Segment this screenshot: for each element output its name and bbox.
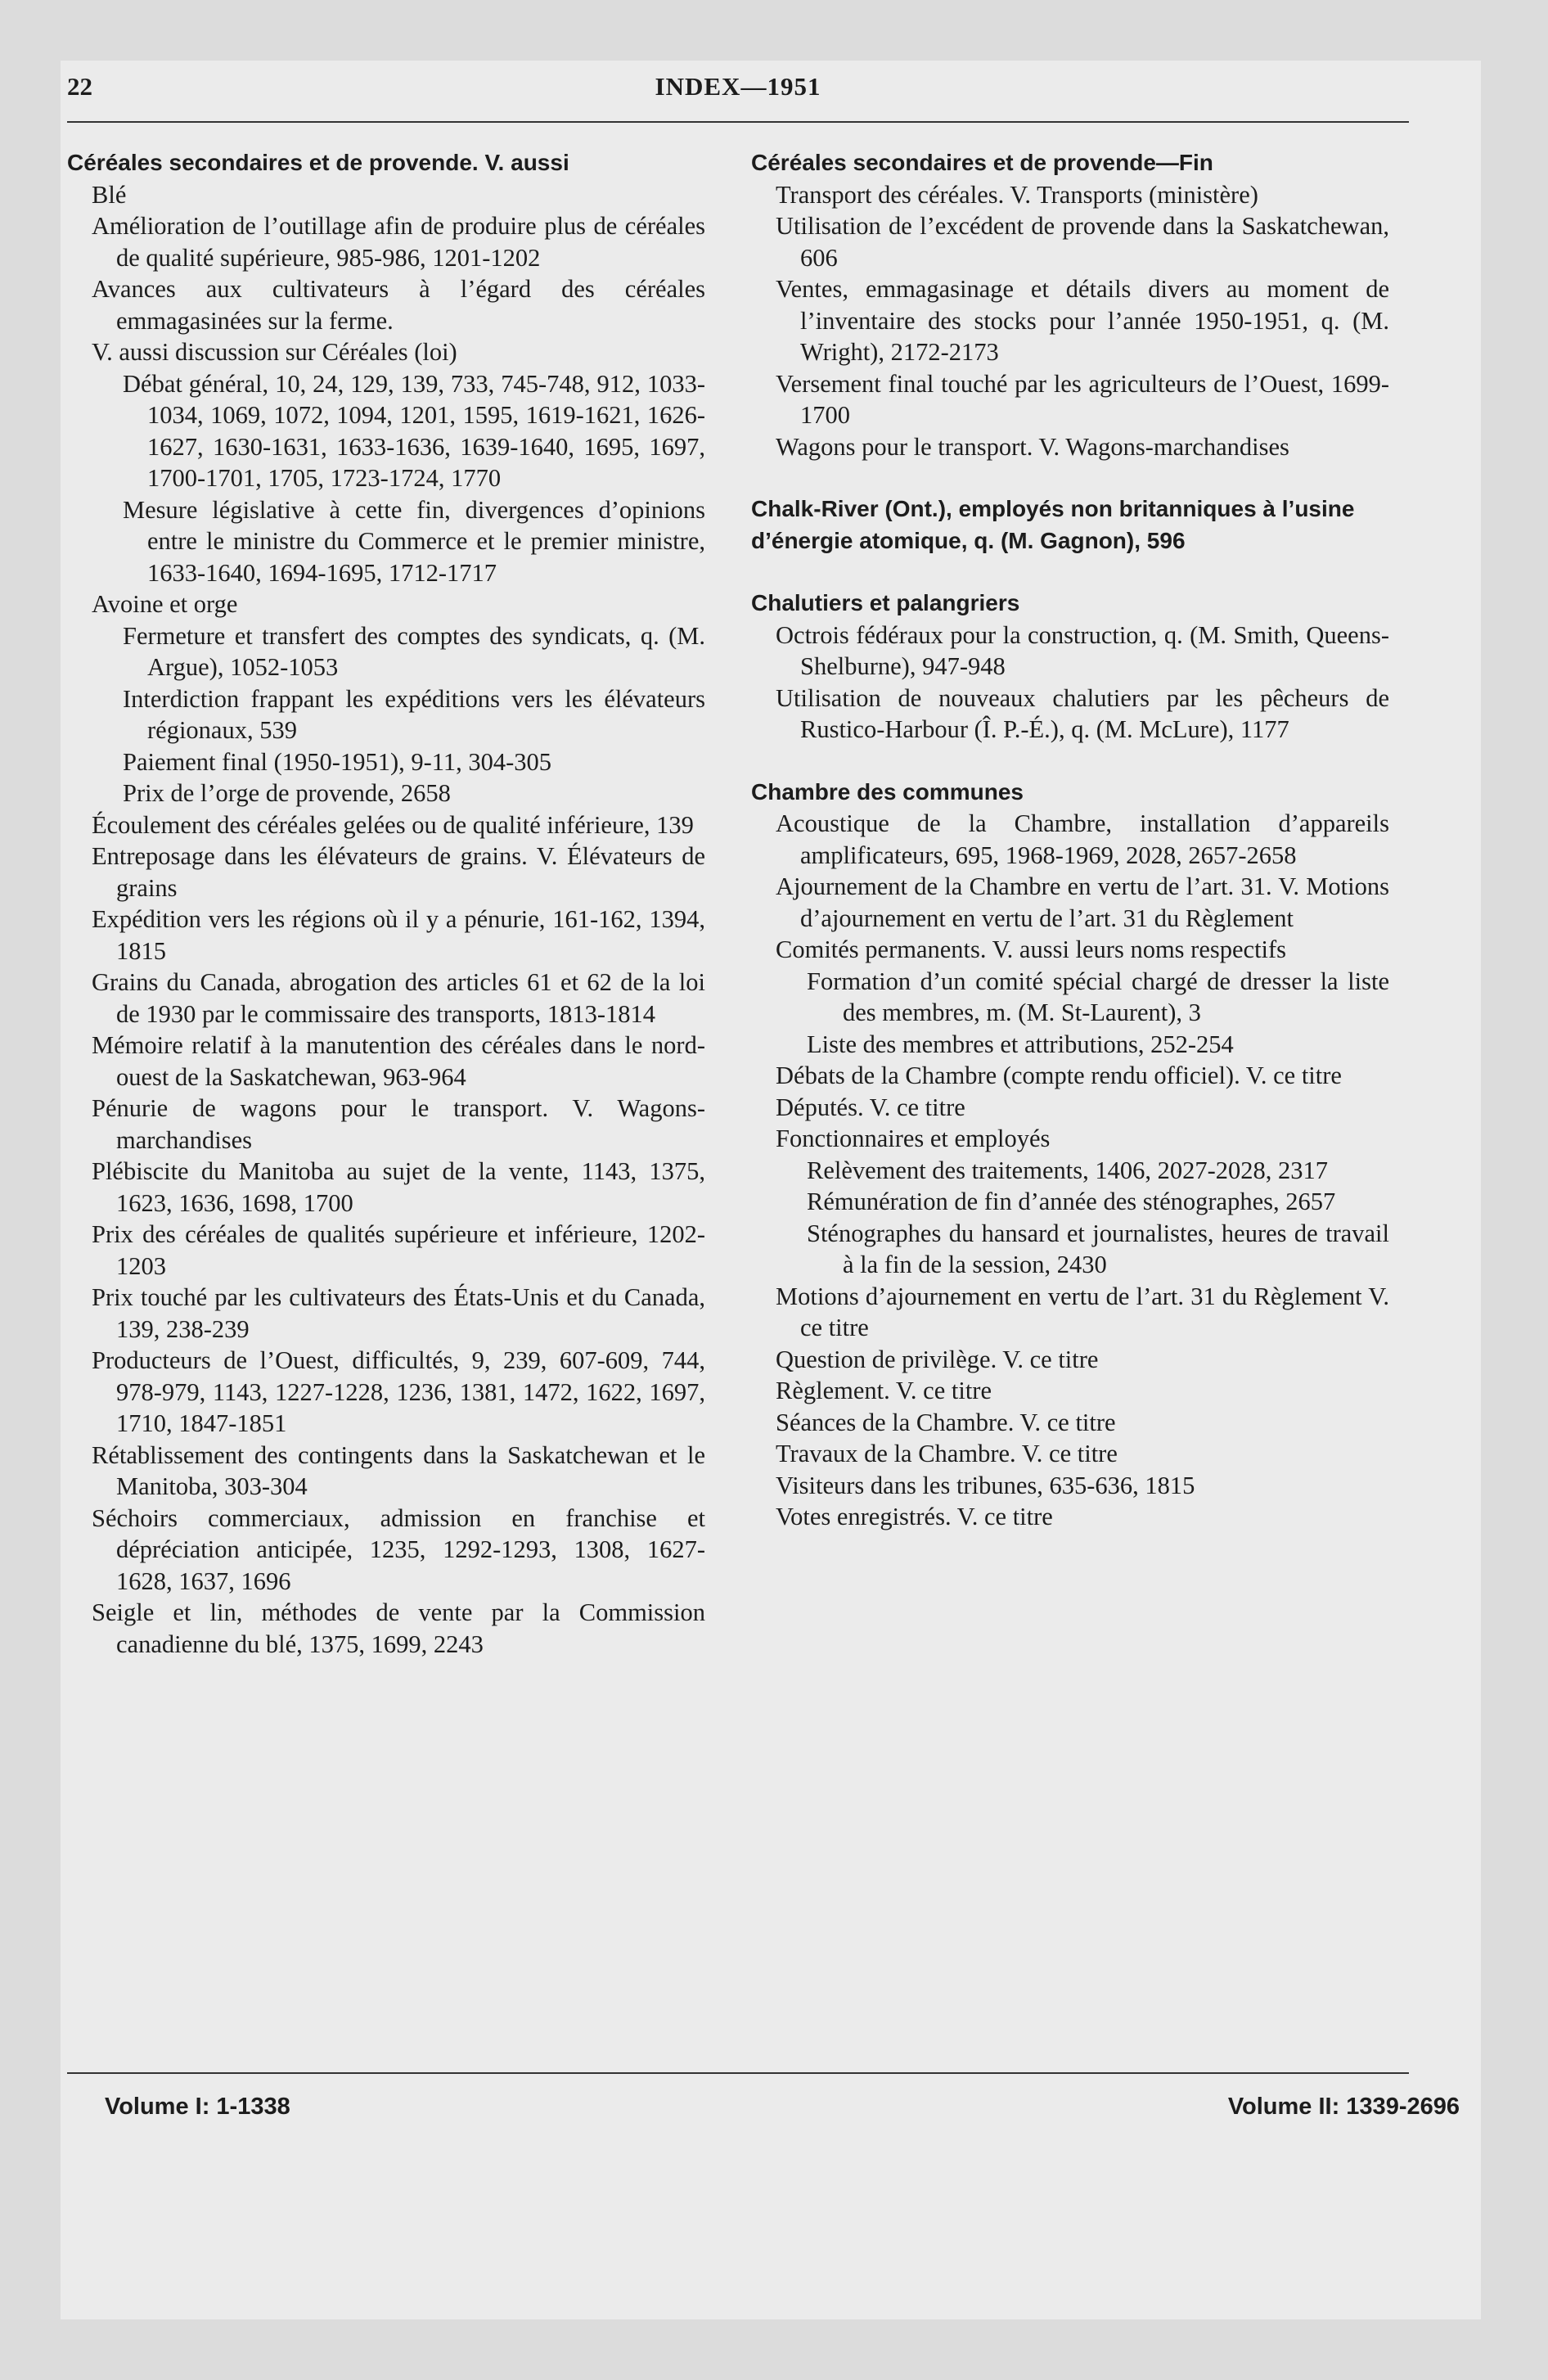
footer-volume-2: Volume II: 1339-2696 bbox=[1227, 2094, 1460, 2120]
header-rule bbox=[67, 121, 1409, 123]
index-entry: Interdiction frappant les expéditions vers les élévateurs régionaux, 539 bbox=[123, 684, 705, 744]
index-entry: Rétablissement des contingents dans la Saskatchewan et le Manitoba, 303-304 bbox=[92, 1440, 705, 1500]
index-entry: Expédition vers les régions où il y a pénurie, 161-162, 1394, 1815 bbox=[92, 905, 705, 965]
index-entry: Débats de la Chambre (compte rendu officiel). V. ce titre bbox=[776, 1062, 1342, 1089]
index-entry: Mesure législative à cette fin, divergences d’opinions entre le ministre du Commerce et le premier ministre, 1633-1640, 1694-1695, 1712-1717 bbox=[123, 495, 705, 587]
index-entry: Débat général, 10, 24, 129, 139, 733, 745-748, 912, 1033-1034, 1069, 1072, 1094, 1201, 1595, 1619-1621, 1626-1627, 1630-1631, 1633-1636, 1639-1640, 1695, 1697, 1700-1701, 1705, 1723-1724, 1770 bbox=[123, 369, 705, 492]
index-entry: Prix de l’orge de provende, 2658 bbox=[123, 779, 451, 807]
index-entry: Amélioration de l’outillage afin de produire plus de céréales de qualité supérieure, 985-986, 1201-1202 bbox=[92, 212, 705, 272]
index-entry: Comités permanents. V. aussi leurs noms respectifs bbox=[776, 935, 1287, 963]
index-entry: Travaux de la Chambre. V. ce titre bbox=[776, 1440, 1118, 1467]
running-head-title: INDEX—1951 bbox=[655, 72, 821, 101]
index-entry: Mémoire relatif à la manutention des céréales dans le nord-ouest de la Saskatchewan, 963-964 bbox=[92, 1031, 705, 1091]
index-entry: Écoulement des céréales gelées ou de qualité inférieure, 139 bbox=[92, 810, 694, 839]
index-entry: Règlement. V. ce titre bbox=[776, 1377, 992, 1404]
index-entry: Utilisation de l’excédent de provende dans la Saskatchewan, 606 bbox=[776, 212, 1389, 272]
page-number: 22 bbox=[67, 72, 92, 101]
index-entry: Avoine et orge bbox=[92, 590, 238, 618]
index-heading: Chalutiers et palangriers bbox=[751, 590, 1020, 615]
index-entry: Octrois fédéraux pour la construction, q. (M. Smith, Queens-Shelburne), 947-948 bbox=[776, 620, 1389, 680]
index-entry: Visiteurs dans les tribunes, 635-636, 1815 bbox=[776, 1471, 1195, 1499]
index-entry: Seigle et lin, méthodes de vente par la Commission canadienne du blé, 1375, 1699, 2243 bbox=[92, 1598, 705, 1658]
index-entry: Séances de la Chambre. V. ce titre bbox=[776, 1408, 1116, 1436]
index-entry: Utilisation de nouveaux chalutiers par les pêcheurs de Rustico-Harbour (Î. P.-É.), q. (M. McLure), 1177 bbox=[776, 683, 1389, 743]
index-entry: Relèvement des traitements, 1406, 2027-2028, 2317 bbox=[807, 1156, 1328, 1184]
index-entry: Grains du Canada, abrogation des articles 61 et 62 de la loi de 1930 par le commissaire des transports, 1813-1814 bbox=[92, 968, 705, 1028]
index-entry: Avances aux cultivateurs à l’égard des céréales emmagasinées sur la ferme. bbox=[92, 275, 705, 335]
index-entry: Prix des céréales de qualités supérieure et inférieure, 1202-1203 bbox=[92, 1220, 705, 1280]
right-column bbox=[751, 147, 1389, 1533]
index-entry: Fermeture et transfert des comptes des syndicats, q. (M. Argue), 1052-1053 bbox=[123, 621, 705, 681]
index-heading: Céréales secondaires et de provende—Fin bbox=[751, 150, 1213, 175]
index-entry: Rémunération de fin d’année des sténographes, 2657 bbox=[807, 1188, 1336, 1215]
index-entry: Députés. V. ce titre bbox=[776, 1093, 965, 1121]
page-header bbox=[67, 72, 1409, 121]
index-entry: Producteurs de l’Ouest, difficultés, 9, 239, 607-609, 744, 978-979, 1143, 1227-1228, 1236, 1381, 1472, 1622, 1697, 1710, 1847-1851 bbox=[92, 1346, 705, 1437]
index-heading: Chambre des communes bbox=[751, 778, 1024, 805]
index-heading: Céréales secondaires et de provende. V. aussi bbox=[67, 150, 569, 175]
index-entry: Séchoirs commerciaux, admission en franchise et dépréciation anticipée, 1235, 1292-1293, 1308, 1627-1628, 1637, 1696 bbox=[92, 1503, 705, 1595]
index-entry: Transport des céréales. V. Transports (ministère) bbox=[776, 180, 1258, 209]
index-heading: Chalk-River (Ont.), employés non britanniques à l’usine d’énergie atomique, q. (M. Gagnon), 596 bbox=[751, 496, 1355, 553]
index-entry: Formation d’un comité spécial chargé de dresser la liste des membres, m. (M. St-Laurent), 3 bbox=[807, 967, 1389, 1026]
index-entry: Prix touché par les cultivateurs des États-Unis et du Canada, 139, 238-239 bbox=[92, 1283, 705, 1343]
index-entry: Wagons pour le transport. V. Wagons-marchandises bbox=[776, 432, 1289, 461]
index-entry: Ventes, emmagasinage et détails divers au moment de l’inventaire des stocks pour l’année 1950-1951, q. (M. Wright), 2172-2173 bbox=[776, 275, 1389, 366]
index-entry: Question de privilège. V. ce titre bbox=[776, 1345, 1099, 1373]
index-entry: Versement final touché par les agriculteurs de l’Ouest, 1699-1700 bbox=[776, 369, 1389, 429]
index-entry: Liste des membres et attributions, 252-254 bbox=[807, 1030, 1234, 1058]
footer-volume-1: Volume I: 1-1338 bbox=[105, 2094, 290, 2120]
index-entry: Sténographes du hansard et journalistes, heures de travail à la fin de la session, 2430 bbox=[807, 1219, 1389, 1278]
left-column bbox=[67, 147, 705, 1660]
index-entry: Paiement final (1950-1951), 9-11, 304-305 bbox=[123, 747, 552, 776]
index-entry: Motions d’ajournement en vertu de l’art. 31 du Règlement V. ce titre bbox=[776, 1282, 1389, 1341]
index-entry: Acoustique de la Chambre, installation d’appareils amplificateurs, 695, 1968-1969, 2028, 2657-2658 bbox=[776, 809, 1389, 869]
index-entry: V. aussi discussion sur Céréales (loi) bbox=[92, 338, 457, 366]
index-entry: Ajournement de la Chambre en vertu de l’art. 31. V. Motions d’ajournement en vertu de l’art. 31 du Règlement bbox=[776, 872, 1389, 932]
index-entry: Fonctionnaires et employés bbox=[776, 1125, 1051, 1152]
index-entry: Entreposage dans les élévateurs de grains. V. Élévateurs de grains bbox=[92, 842, 705, 902]
index-entry: Blé bbox=[92, 180, 127, 209]
index-entry: Pénurie de wagons pour le transport. V. Wagons-marchandises bbox=[92, 1094, 705, 1154]
index-entry: Plébiscite du Manitoba au sujet de la vente, 1143, 1375, 1623, 1636, 1698, 1700 bbox=[92, 1157, 705, 1217]
index-entry: Votes enregistrés. V. ce titre bbox=[776, 1503, 1053, 1530]
footer-rule bbox=[67, 2072, 1409, 2074]
